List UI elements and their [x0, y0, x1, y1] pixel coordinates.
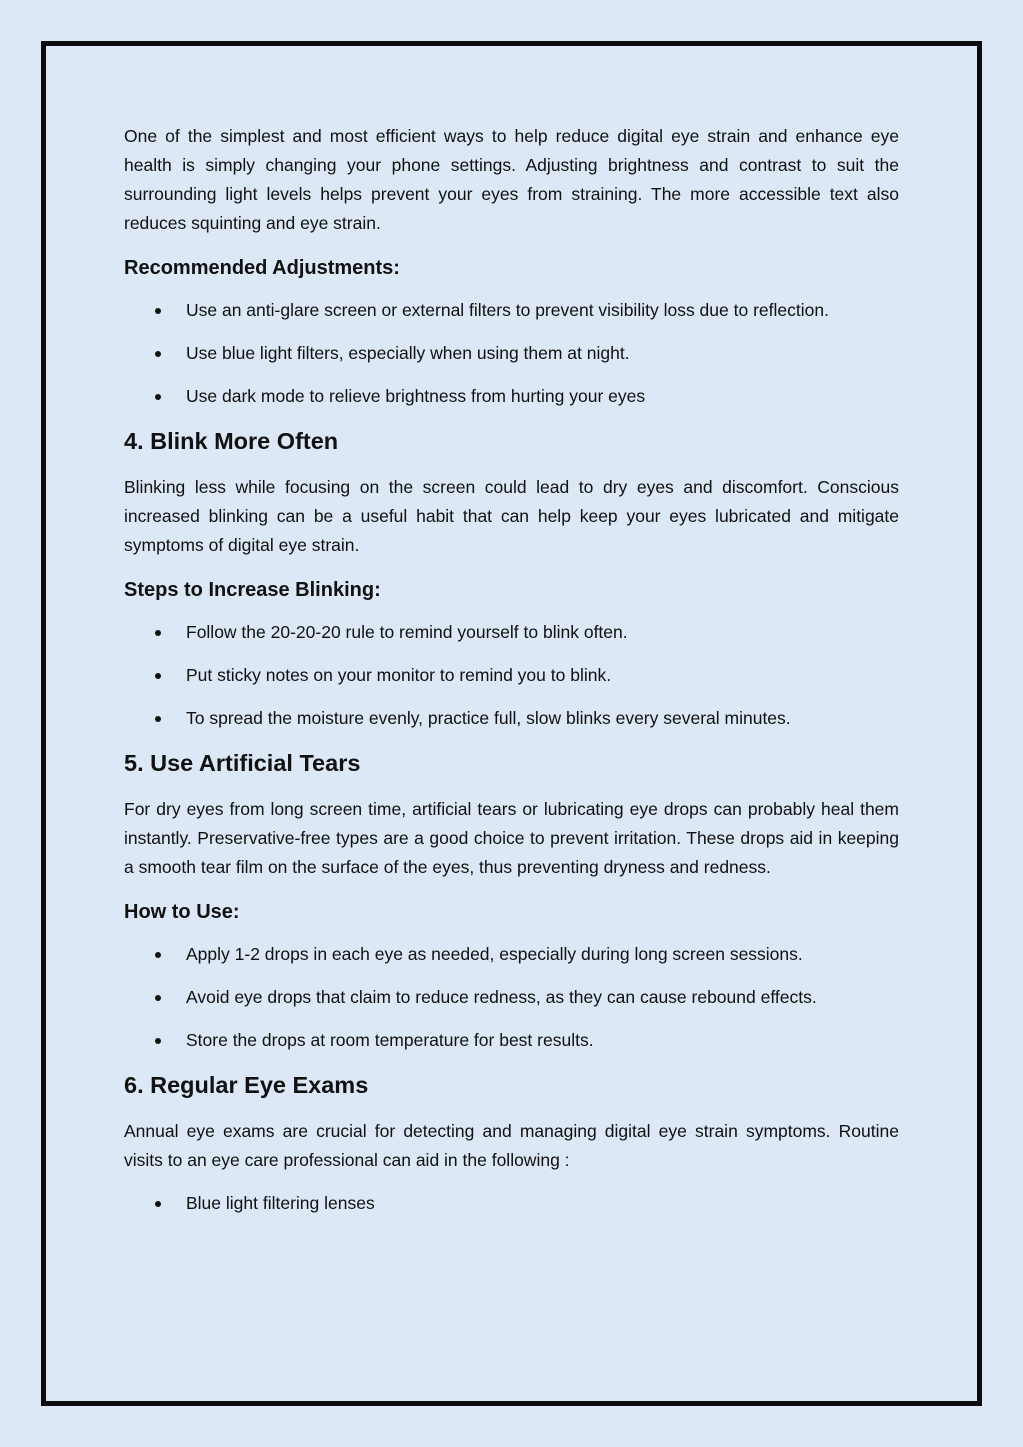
section-heading-blink: 4. Blink More Often	[124, 428, 339, 454]
intro-paragraph: One of the simplest and most efficient ways to help reduce digital eye strain and enhance eye health is simply changing your phone settings. Adjusting brightness and contrast to suit the surrounding light levels helps prevent your eyes from straining. The more accessible text also reduces squinting and eye strain.	[124, 126, 899, 233]
bullet-icon	[155, 351, 161, 357]
list-item	[124, 339, 899, 368]
adjustments-heading: Recommended Adjustments:	[124, 257, 400, 279]
list-item-text: Apply 1-2 drops in each eye as needed, especially during long screen sessions.	[186, 944, 803, 964]
tears-paragraph: For dry eyes from long screen time, artificial tears or lubricating eye drops can probably heal them instantly. Preservative-free types are a good choice to prevent irritation. These drops aid in keeping a smooth tear film on the surface of the eyes, thus preventing dryness and redness.	[124, 799, 899, 877]
bullet-icon	[155, 1201, 161, 1207]
bullet-icon	[155, 673, 161, 679]
document-content	[124, 122, 899, 1218]
bullet-icon	[155, 394, 161, 400]
bullet-icon	[155, 1038, 161, 1044]
list-item-text: Use an anti-glare screen or external filters to prevent visibility loss due to reflection.	[186, 300, 829, 320]
bullet-icon	[155, 995, 161, 1001]
list-item	[124, 704, 899, 733]
section-heading-exams: 6. Regular Eye Exams	[124, 1072, 369, 1098]
list-item	[124, 661, 899, 690]
list-item	[124, 296, 899, 325]
bullet-icon	[155, 630, 161, 636]
blink-steps-heading: Steps to Increase Blinking:	[124, 579, 381, 601]
list-item-text: Store the drops at room temperature for best results.	[186, 1030, 594, 1050]
blink-paragraph: Blinking less while focusing on the screen could lead to dry eyes and discomfort. Conscious increased blinking can be a useful habit that can help keep your eyes lubricated and mitigate symptoms of digital eye strain.	[124, 477, 899, 555]
list-item-text: Avoid eye drops that claim to reduce redness, as they can cause rebound effects.	[186, 987, 817, 1007]
tears-howto-heading: How to Use:	[124, 901, 240, 923]
adjustments-list	[124, 296, 899, 411]
tears-howto-list	[124, 940, 899, 1055]
list-item	[124, 618, 899, 647]
list-item-text: Use dark mode to relieve brightness from hurting your eyes	[186, 386, 646, 406]
list-item-text: Blue light filtering lenses	[186, 1193, 375, 1213]
bullet-icon	[155, 308, 161, 314]
blink-steps-list	[124, 618, 899, 733]
list-item	[124, 983, 899, 1012]
exams-paragraph: Annual eye exams are crucial for detecting and managing digital eye strain symptoms. Routine visits to an eye care professional can aid in the following :	[124, 1121, 899, 1170]
bullet-icon	[155, 716, 161, 722]
list-item-text: Follow the 20-20-20 rule to remind yourself to blink often.	[186, 622, 628, 642]
bullet-icon	[155, 952, 161, 958]
list-item	[124, 1026, 899, 1055]
list-item-text: To spread the moisture evenly, practice full, slow blinks every several minutes.	[186, 708, 791, 728]
list-item	[124, 1189, 899, 1218]
list-item	[124, 382, 899, 411]
section-heading-tears: 5. Use Artificial Tears	[124, 750, 361, 776]
exams-list	[124, 1189, 899, 1218]
list-item-text: Use blue light filters, especially when using them at night.	[186, 343, 630, 363]
list-item	[124, 940, 899, 969]
list-item-text: Put sticky notes on your monitor to remind you to blink.	[186, 665, 612, 685]
